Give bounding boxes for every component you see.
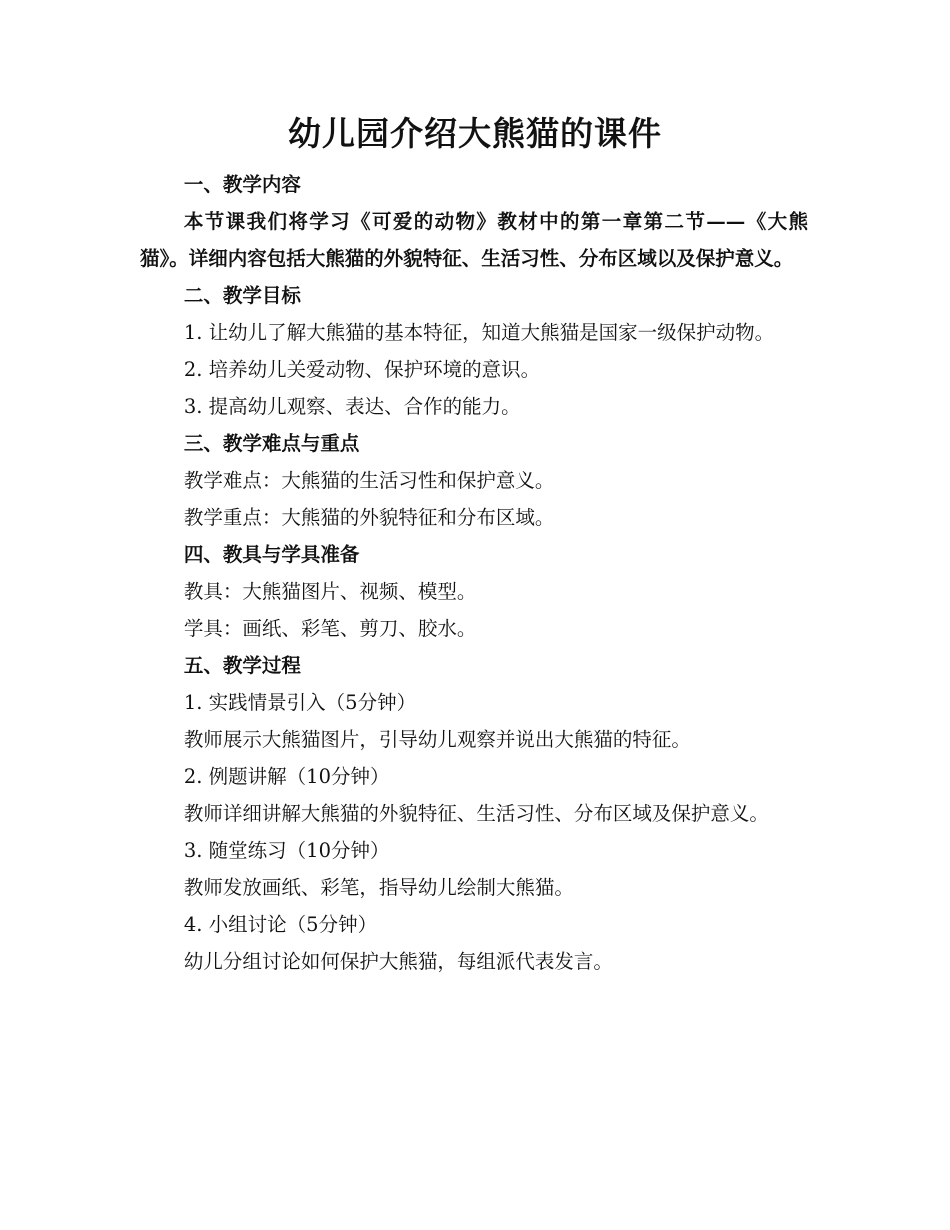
process-step-2: 2. 例题讲解（10分钟） [183,765,390,788]
teacher-materials: 教具：大熊猫图片、视频、模型。 [183,580,477,603]
section-heading-process: 五、教学过程 [183,654,301,677]
difficulty-paragraph: 教学难点：大熊猫的生活习性和保护意义。 [183,469,555,492]
process-step-3: 3. 随堂练习（10分钟） [183,839,390,862]
goal-item-1: 1. 让幼儿了解大熊猫的基本特征，知道大熊猫是国家一级保护动物。 [183,321,775,344]
section-heading-goals: 二、教学目标 [183,284,301,307]
document-title: 幼儿园介绍大熊猫的课件 [288,114,662,153]
document-body [140,166,808,980]
goal-item-2: 2. 培养幼儿关爱动物、保护环境的意识。 [183,358,541,381]
process-step-2-detail: 教师详细讲解大熊猫的外貌特征、生活习性、分布区域及保护意义。 [183,802,769,825]
process-step-4: 4. 小组讨论（5分钟） [183,913,378,936]
section-heading-content: 一、教学内容 [183,173,301,196]
section-heading-materials: 四、教具与学具准备 [183,543,360,566]
goal-item-3: 3. 提高幼儿观察、表达、合作的能力。 [183,395,521,418]
section-heading-difficulties: 三、教学难点与重点 [183,432,360,455]
process-step-4-detail: 幼儿分组讨论如何保护大熊猫，每组派代表发言。 [183,950,613,973]
student-materials: 学具：画纸、彩笔、剪刀、胶水。 [183,617,477,640]
key-point-paragraph: 教学重点：大熊猫的外貌特征和分布区域。 [183,506,555,529]
process-step-1-detail: 教师展示大熊猫图片，引导幼儿观察并说出大熊猫的特征。 [183,728,691,751]
content-paragraph: 本节课我们将学习《可爱的动物》教材中的第一章第二节——《大熊猫》。详细内容包括大熊猫的外貌特征、生活习性、分布区域以及保护意义。 [140,210,808,270]
process-step-1: 1. 实践情景引入（5分钟） [183,691,417,714]
process-step-3-detail: 教师发放画纸、彩笔，指导幼儿绘制大熊猫。 [183,876,574,899]
